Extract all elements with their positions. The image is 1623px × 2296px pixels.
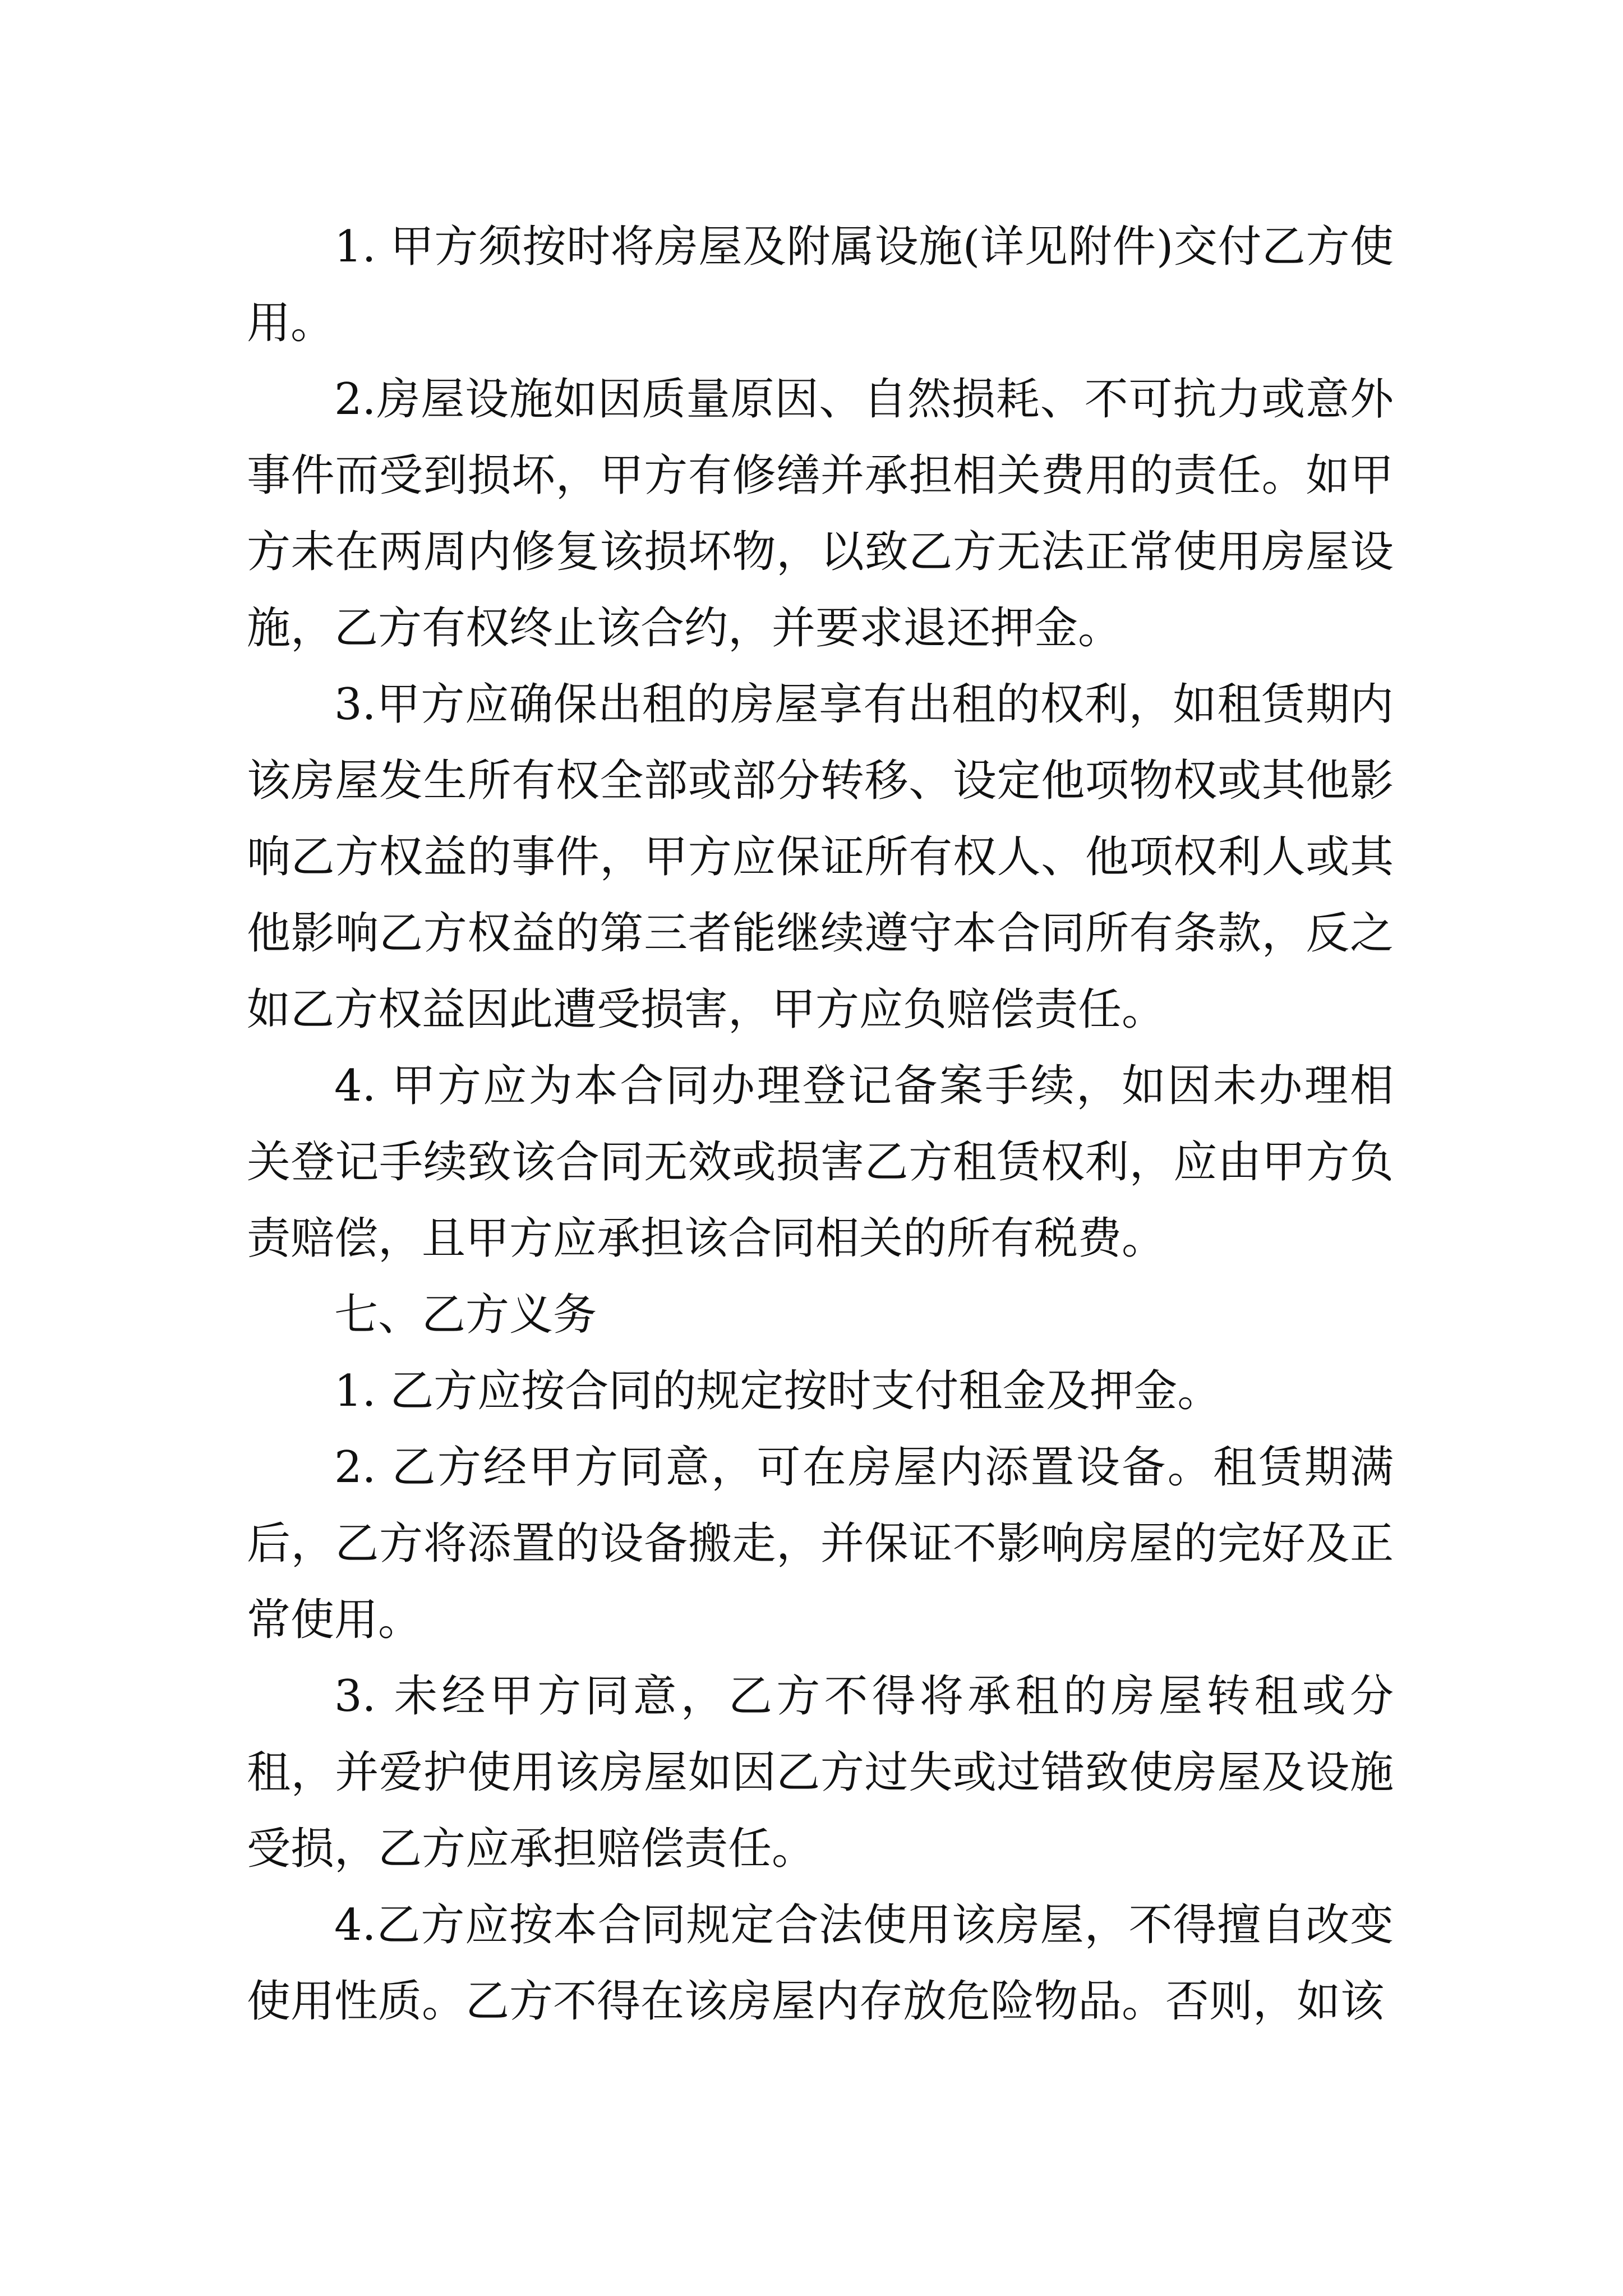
paragraph-party-b-duty-1: 1. 乙方应按合同的规定按时支付租金及押金。 — [334, 1366, 1221, 1416]
paragraph-party-b-duty-2: 2. 乙方经甲方同意，可在房屋内添置设备。租赁期满后，乙方将添置的设备搬走，并保证不影响房屋的完好及正常使用。 — [247, 1442, 1394, 1645]
paragraph-party-a-duty-4: 4. 甲方应为本合同办理登记备案手续，如因未办理相关登记手续致该合同无效或损害乙方租赁权利，应由甲方负责赔偿，且甲方应承担该合同相关的所有税费。 — [247, 1061, 1394, 1264]
paragraph-party-b-duty-4: 4.乙方应按本合同规定合法使用该房屋，不得擅自改变使用性质。乙方不得在该房屋内存放危险物品。否则，如该 — [247, 1900, 1394, 2027]
paragraph-party-a-duty-2: 2.房屋设施如因质量原因、自然损耗、不可抗力或意外事件而受到损坏，甲方有修缮并承担相关费用的责任。如甲方未在两周内修复该损坏物，以致乙方无法正常使用房屋设施，乙方有权终止该合约，并要求退还押金。 — [247, 374, 1394, 654]
paragraph-party-a-duty-1: 1. 甲方须按时将房屋及附属设施(详见附件)交付乙方使用。 — [247, 222, 1394, 348]
contract-text-body — [247, 209, 1394, 2040]
paragraph-party-a-duty-3: 3.甲方应确保出租的房屋享有出租的权利，如租赁期内该房屋发生所有权全部或部分转移、设定他项物权或其他影响乙方权益的事件，甲方应保证所有权人、他项权利人或其他影响乙方权益的第三者能继续遵守本合同所有条款，反之如乙方权益因此遭受损害，甲方应负赔偿责任。 — [247, 679, 1394, 1035]
section-heading-party-b-obligations: 七、乙方义务 — [334, 1290, 597, 1340]
paragraph-party-b-duty-3: 3. 未经甲方同意，乙方不得将承租的房屋转租或分租，并爱护使用该房屋如因乙方过失或过错致使房屋及设施受损，乙方应承担赔偿责任。 — [247, 1671, 1394, 1874]
